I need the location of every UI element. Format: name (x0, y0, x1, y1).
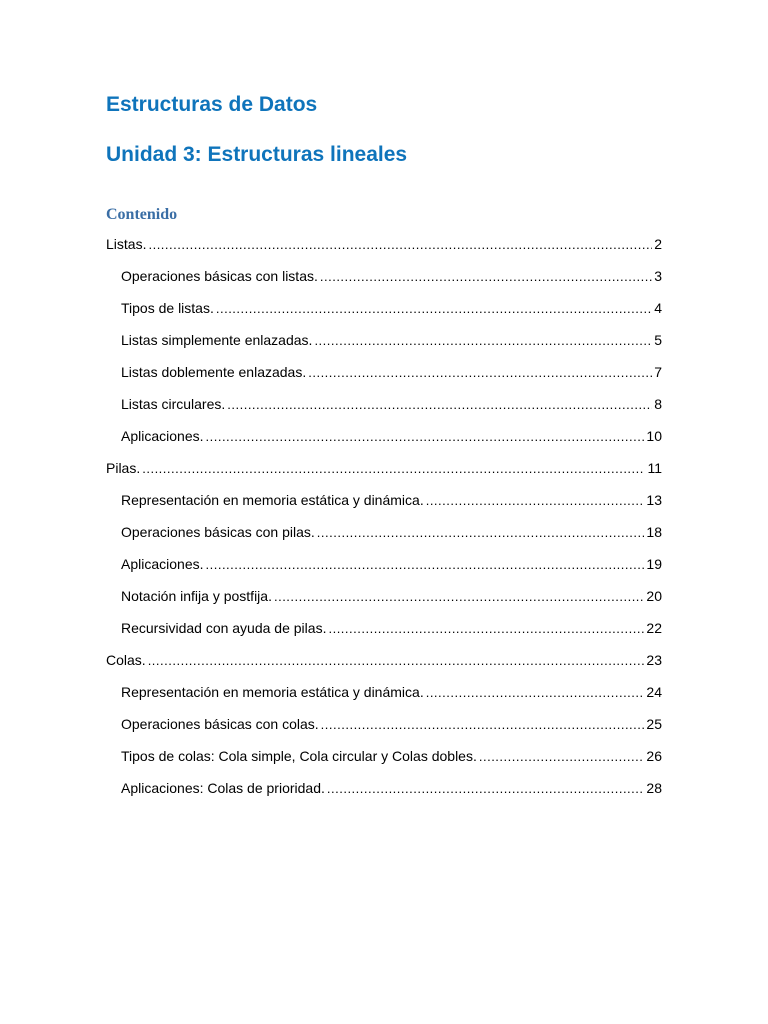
toc-entry[interactable] (106, 521, 662, 553)
table-of-contents (106, 233, 662, 809)
toc-dot-leader (320, 266, 652, 288)
toc-entry[interactable] (106, 361, 662, 393)
toc-dot-leader (206, 426, 645, 448)
toc-entry[interactable] (106, 489, 662, 521)
toc-dot-leader (317, 522, 645, 544)
document-title: Estructuras de Datos (106, 93, 318, 116)
toc-entry-label: Aplicaciones: Colas de prioridad. (121, 780, 325, 796)
toc-entry-label: Operaciones básicas con colas. (121, 716, 319, 732)
toc-entry[interactable] (106, 393, 662, 425)
toc-entry[interactable] (106, 649, 662, 681)
toc-entry-page-number: 11 (647, 460, 662, 476)
toc-entry-page-number: 23 (646, 652, 662, 668)
toc-dot-leader (142, 458, 645, 480)
toc-entry-label: Notación infija y postfija. (121, 588, 272, 604)
toc-entry-label: Representación en memoria estática y dinámica. (121, 684, 424, 700)
toc-entry-page-number: 7 (654, 364, 662, 380)
toc-entry-page-number: 28 (646, 780, 662, 796)
toc-entry-page-number: 24 (646, 684, 662, 700)
toc-heading: Contenido (106, 206, 178, 223)
toc-entry-page-number: 8 (654, 396, 662, 412)
toc-entry-label: Operaciones básicas con pilas. (121, 524, 315, 540)
toc-dot-leader (321, 714, 645, 736)
toc-dot-leader (308, 362, 652, 384)
toc-entry[interactable] (106, 553, 662, 585)
toc-entry[interactable] (106, 713, 662, 745)
toc-dot-leader (206, 554, 645, 576)
toc-dot-leader (314, 330, 652, 352)
toc-entry[interactable] (106, 457, 662, 489)
toc-entry-label: Aplicaciones. (121, 428, 204, 444)
toc-entry-page-number: 5 (654, 332, 662, 348)
toc-entry[interactable] (106, 425, 662, 457)
toc-entry-page-number: 20 (646, 588, 662, 604)
toc-dot-leader (216, 298, 652, 320)
toc-entry-label: Aplicaciones. (121, 556, 204, 572)
toc-entry[interactable] (106, 681, 662, 713)
toc-dot-leader (274, 586, 644, 608)
toc-entry-page-number: 25 (646, 716, 662, 732)
toc-entry-label: Listas circulares. (121, 396, 226, 412)
toc-entry-label: Listas. (106, 236, 147, 252)
toc-entry-page-number: 19 (646, 556, 662, 572)
toc-entry-label: Tipos de listas. (121, 300, 214, 316)
toc-entry[interactable] (106, 265, 662, 297)
toc-entry-page-number: 26 (646, 748, 662, 764)
toc-entry[interactable] (106, 233, 662, 265)
toc-entry-label: Pilas. (106, 460, 141, 476)
toc-entry-label: Colas. (106, 652, 146, 668)
toc-dot-leader (479, 746, 645, 768)
toc-dot-leader (148, 234, 652, 256)
toc-entry-label: Tipos de colas: Cola simple, Cola circular y Colas dobles. (121, 748, 477, 764)
toc-dot-leader (327, 778, 645, 800)
toc-entry[interactable] (106, 585, 662, 617)
toc-entry-page-number: 22 (646, 620, 662, 636)
toc-entry-page-number: 18 (646, 524, 662, 540)
toc-entry-page-number: 13 (646, 492, 662, 508)
toc-entry-label: Operaciones básicas con listas. (121, 268, 318, 284)
toc-entry-page-number: 3 (654, 268, 662, 284)
toc-entry[interactable] (106, 617, 662, 649)
toc-dot-leader (426, 490, 645, 512)
toc-entry-page-number: 2 (654, 236, 662, 252)
document-subtitle: Unidad 3: Estructuras lineales (106, 143, 408, 166)
toc-dot-leader (426, 682, 645, 704)
toc-dot-leader (148, 650, 645, 672)
toc-entry-page-number: 10 (646, 428, 662, 444)
toc-dot-leader (328, 618, 644, 640)
toc-entry[interactable] (106, 297, 662, 329)
toc-entry-label: Listas simplemente enlazadas. (121, 332, 313, 348)
toc-entry-label: Representación en memoria estática y dinámica. (121, 492, 424, 508)
toc-entry-label: Listas doblemente enlazadas. (121, 364, 307, 380)
toc-entry[interactable] (106, 777, 662, 809)
toc-entry-page-number: 4 (654, 300, 662, 316)
toc-dot-leader (227, 394, 652, 416)
toc-entry[interactable] (106, 745, 662, 777)
toc-entry-label: Recursividad con ayuda de pilas. (121, 620, 327, 636)
toc-entry[interactable] (106, 329, 662, 361)
